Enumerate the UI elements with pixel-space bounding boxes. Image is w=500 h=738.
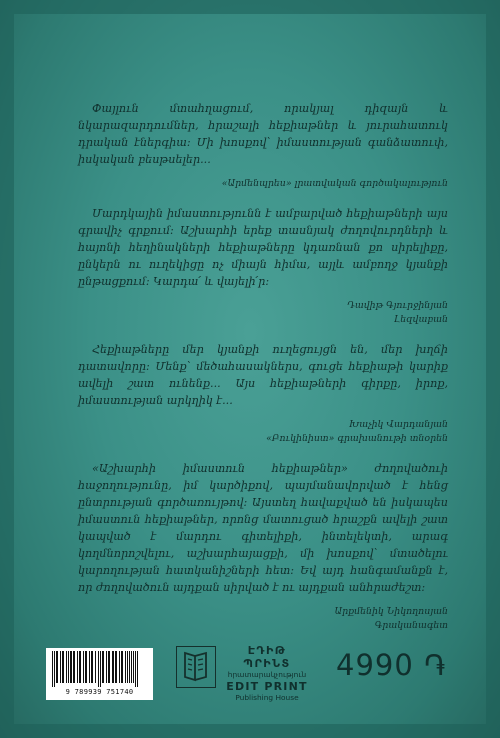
publisher-name-armenian: ԷԴԻԹ ՊՐԻՆՏ [243,644,291,670]
quote-2-author: Դավիթ Գյուրջինյան [347,300,448,311]
quote-4-role: Գրականագետ [374,620,448,631]
quote-1-source: «Արմենպրես» լրատվական գործակալություն [221,178,448,189]
book-in-square-logo-icon [176,646,216,688]
isbn-barcode [46,648,153,700]
quote-1-attribution [78,177,448,191]
quote-3-role: «Բուկինիստ» գրախանութի տնօրեն [266,433,448,444]
quote-2-text: Մարդկային իմաստությունն է ամբարված հեքիաթների այս գրավիչ գրքում: Աշխարհի երեք տասնյակ ժողովուրդների և հայոնի հեղինակների հեքիաթները կդառնան քո սիրելիքը, ընկերն ու ուղեկիցը ոչ միայն հիմա, այլև ամբողջ կյանքի ընթացքում: Կարդա՛ և վայելի՛ր: [78,207,448,288]
isbn-number: 9 789939 751740 [65,688,134,696]
quote-2-attribution [78,299,448,327]
quote-4-attribution [78,605,448,633]
quote-1-text: Փայլուն մտահղացում, որակյալ դիզայն և նկարազարդումներ, հրաշալի հեքիաթներ և յուրահատուկ դրական էներգիա: Մի խոսքով՝ իմաստության գանձատուփ, իսկական բեսթսելեր... [78,102,448,166]
quote-3-author: Խաչիկ Վարդանյան [349,419,448,430]
barcode-bars [50,651,149,687]
quote-3-attribution [78,418,448,446]
publisher-subtitle-armenian: հրատարակչություն [227,670,307,679]
quote-3-text: Հեքիաթները մեր կյանքի ուղեցույցն են, մեր խղճի դատավորը: Մենք՝ մեծահասակներս, գուցե հեքիաթի կարիք ավելի շատ ունենք... Այս հեքիաթների գիրքը, իրոք, իմաստության արկղիկ է... [78,343,448,407]
quotes-section [78,100,448,633]
quote-4-text: «Աշխարհի իմաստուն հեքիաթներ» ժողովածուի հաջողությունը, իմ կարծիքով, պայմանավորված է հենց ընտրության գործառույթով: Այստեղ հավաքված են իսկապես իմաստուն հեքիաթներ, որոնց մատուցած հրաշքն ավելի շատ կապված է մարդու գիտելիքի, ինտելեկտի, արագ կողմնորոշվելու, աշխարհայացքի, մի խոսքով՝ մտածելու կարողության հատկանիշների հետ: Եվ այդ հանգամանքն է, որ ժողովածուն այդքան սիրված է ու այդքան անհրաժեշտ: [78,462,448,594]
publisher-subtitle-latin: Publishing House [235,693,299,702]
back-cover-footer [0,640,500,738]
publisher-imprint [222,644,312,703]
price-label: 4990 ֏ [336,648,447,682]
publisher-name-latin: EDIT PRINT [226,680,308,693]
quote-2-role: Լեզվաբան [393,314,448,325]
quote-4-author: Արքմենիկ Նիկողոսյան [334,606,448,617]
